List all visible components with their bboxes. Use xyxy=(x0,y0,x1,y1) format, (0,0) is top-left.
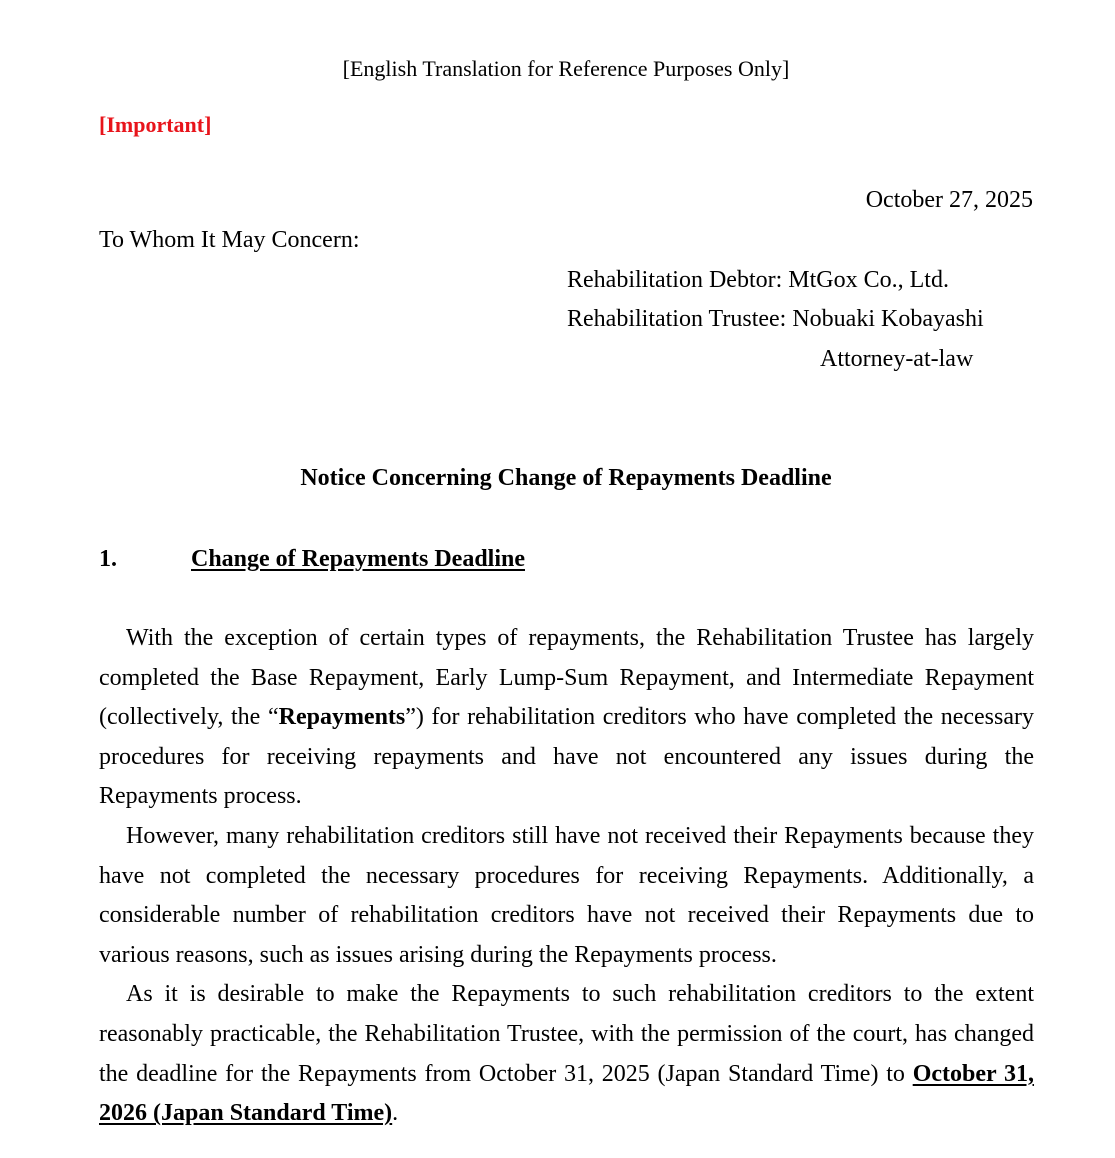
important-label: [Important] xyxy=(99,112,212,137)
section-number: 1. xyxy=(99,546,117,572)
trustee-title: Attorney-at-law xyxy=(820,346,974,372)
notice-title-text: Notice Concerning Change of Repayments Deadline xyxy=(300,465,832,491)
rehabilitation-debtor: Rehabilitation Debtor: MtGox Co., Ltd. xyxy=(567,267,949,293)
new-deadline: October 31, 2026 (Japan Standard Time) xyxy=(99,1060,1035,1127)
paragraph-text: As it is desirable to make the Repayments to such rehabilitation creditors to the extent reasonably practicable, the Rehabilitation Trustee, with the permission of the court, has changed the deadline for the Repayments from October 31, 2025 (Japan Standard Time) to xyxy=(99,981,1034,1087)
paragraph-1 xyxy=(99,619,1034,817)
paragraph-text: . xyxy=(392,1100,399,1127)
section-heading: Change of Repayments Deadline xyxy=(191,546,525,572)
paragraph-text: With the exception of certain types of repayments, the Rehabilitation Trustee has largely completed the Base Repayment, Early Lump-Sum Repayment, and Intermediate Repayment (collectively, the “ xyxy=(99,625,1034,731)
paragraph-2: However, many rehabilitation creditors still have not received their Repayments because they have not completed the necessary procedures for receiving Repayments. Additionally, a considerable number of rehabilitation creditors have not received their Repayments due to various reasons, such as issues arising during the Repayments process. xyxy=(99,822,1034,968)
notice-title xyxy=(0,465,1115,492)
defined-term-repayments: Repayments xyxy=(278,704,406,731)
paragraph-3 xyxy=(99,975,1034,1133)
translation-note-text: [English Translation for Reference Purposes Only] xyxy=(342,56,790,81)
salutation: To Whom It May Concern: xyxy=(99,227,360,253)
section-body xyxy=(99,619,1034,1134)
translation-note xyxy=(0,56,1115,82)
rehabilitation-trustee: Rehabilitation Trustee: Nobuaki Kobayashi xyxy=(567,306,984,332)
letter-date: October 27, 2025 xyxy=(865,187,1033,213)
paragraph-text: ”) for rehabilitation creditors who have completed the necessary procedures for receiving repayments and have not encountered any issues during the Repayments process. xyxy=(99,704,1035,810)
